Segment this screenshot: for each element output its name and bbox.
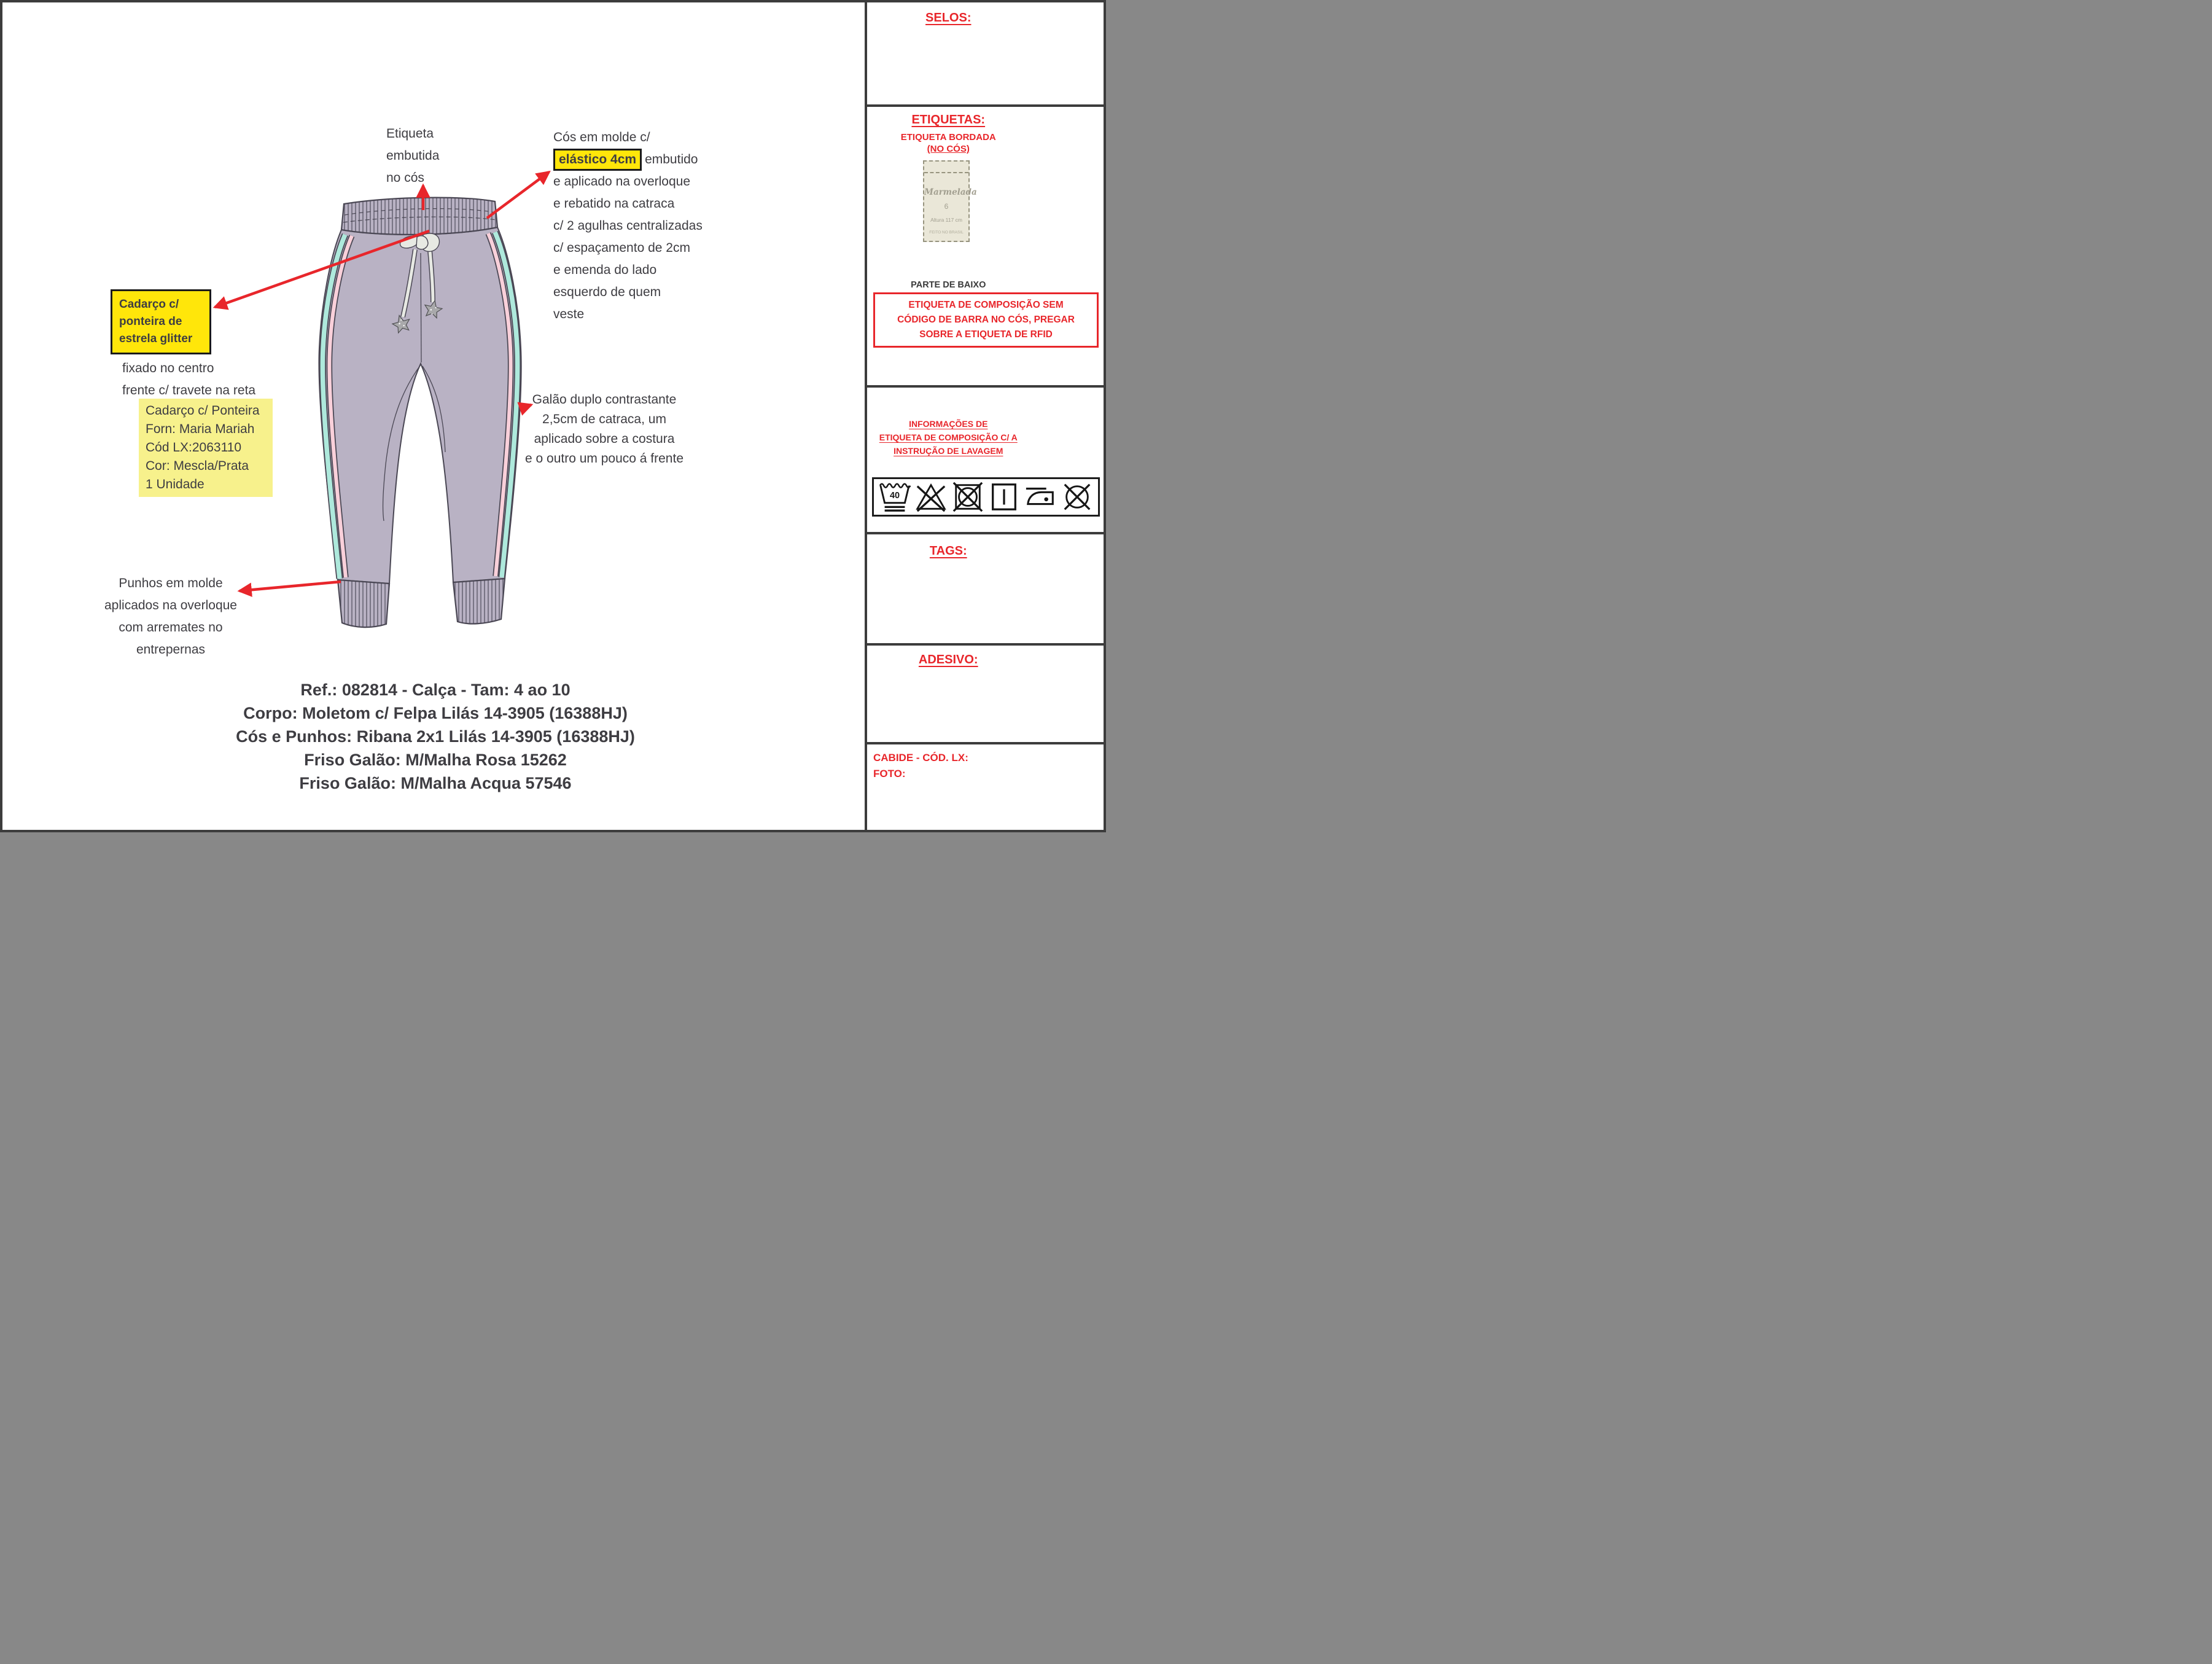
etiqueta-bordada-subtitle: ETIQUETA BORDADA [900,132,996,143]
annotation-galao [512,390,696,469]
composition-label-warning [873,292,1099,348]
techpack-sheet [0,0,1106,832]
annotation-line: embutida [386,149,440,163]
right-ribbed-cuff [453,579,505,623]
cabide-cod-lx-label: CABIDE - CÓD. LX: [873,752,968,764]
annotation-cadarco-fix [122,357,319,402]
annotation-line: elástico 4cm embutido [553,149,774,171]
callout-line: ponteira de [119,315,182,328]
warning-line: ETIQUETA DE COMPOSIÇÃO SEM [908,300,1064,310]
ribbed-waistband [341,198,497,235]
selos-title: SELOS: [925,11,972,25]
title-line: INFORMAÇÕES DE [909,419,988,429]
sidebar-section-adesivo [867,643,1106,742]
drawing-area [2,2,862,830]
warning-line: CÓDIGO DE BARRA NO CÓS, PREGAR [897,314,1075,325]
label-brand: Marmelada [924,187,977,197]
wash-temperature: 40 [889,490,900,501]
annotation-line: aplicado sobre a costura [534,432,675,446]
etiquetas-title: ETIQUETAS: [911,113,986,127]
iron-low-icon [1024,480,1057,514]
annotation-line: esquerdo de quem [553,285,661,299]
annotation-line: Galão duplo contrastante [532,393,677,407]
annotation-line: e emenda do lado [553,263,657,277]
annotation-line: Punhos em molde [119,576,223,590]
label-fold-line [924,172,968,173]
callout-line: estrela glitter [119,332,193,345]
ref-line: Cós e Punhos: Ribana 2x1 Lilás 14-3905 (16388HJ) [236,727,635,746]
note-line: Forn: Maria Mariah [146,422,255,436]
annotation-line: frente c/ travete na reta [122,383,256,397]
sidebar-section-informacoes [867,385,1106,532]
cadarco-supplier-note [139,399,273,497]
title-line: ETIQUETA DE COMPOSIÇÃO C/ A [879,432,1018,442]
annotation-line: fixado no centro [122,361,214,375]
ref-line: Corpo: Moletom c/ Felpa Lilás 14-3905 (16388HJ) [243,704,628,722]
tags-title: TAGS: [929,544,967,558]
annotation-line: aplicados na overloque [104,598,237,612]
sidebar [865,2,1106,830]
annotation-line: com arremates no [119,620,223,635]
annotation-line: Etiqueta [386,127,434,141]
annotation-cos-molde [553,127,774,326]
annotation-line: Cós em molde c/ [553,130,650,144]
adesivo-title: ADESIVO: [918,653,978,666]
parte-de-baixo-heading: PARTE DE BAIXO [911,280,986,290]
note-line: Cód LX:2063110 [146,440,242,455]
note-line: Cadarço c/ Ponteira [146,404,260,418]
pants-body [319,227,521,584]
reference-spec-block [193,678,678,795]
sidebar-section-etiquetas [867,104,1106,385]
annotation-line: entrepernas [136,643,206,657]
sidebar-section-cabide [867,742,1106,830]
no-cos-subtitle: (NO CÓS) [927,144,970,154]
annotation-line: e aplicado na overloque [553,174,691,189]
label-height: Altura 117 cm [930,217,962,223]
note-line: Cor: Mescla/Prata [146,459,249,473]
annotation-line: veste [553,307,585,321]
annotation-etiqueta-cos [386,123,491,189]
do-not-dry-clean-icon [1061,480,1094,514]
do-not-bleach-icon [914,480,948,514]
annotation-line: e rebatido na catraca [553,197,675,211]
informacoes-title [867,417,1030,458]
ref-line: Friso Galão: M/Malha Rosa 15262 [304,751,567,769]
woven-brand-label [923,160,977,242]
annotation-line: c/ espaçamento de 2cm [553,241,690,255]
foto-label: FOTO: [873,768,906,779]
warning-line: SOBRE A ETIQUETA DE RFID [919,329,1053,340]
ref-line: Ref.: 082814 - Calça - Tam: 4 ao 10 [300,681,571,699]
elastico-highlight: elástico 4cm [553,149,642,171]
drip-dry-icon [987,480,1021,514]
annotation-line: 2,5cm de catraca, um [542,412,666,426]
sidebar-section-selos [867,2,1106,104]
cadarco-callout-box [111,289,211,354]
left-ribbed-cuff [338,580,389,627]
label-size: 6 [944,202,949,211]
annotation-line: no cós [386,171,424,185]
do-not-tumble-dry-icon [951,480,984,514]
sidebar-section-tags [867,532,1106,643]
title-line: INSTRUÇÃO DE LAVAGEM [894,446,1003,456]
label-origin: FEITO NO BRASIL [929,230,964,235]
care-instruction-bar [872,477,1100,517]
ref-line: Friso Galão: M/Malha Acqua 57546 [299,774,572,792]
annotation-punhos [75,572,267,661]
annotation-line: c/ 2 agulhas centralizadas [553,219,703,233]
callout-line: Cadarço c/ [119,298,179,311]
pants-technical-drawing [310,194,543,630]
note-line: 1 Unidade [146,477,204,491]
annotation-line: e o outro um pouco á frente [525,451,683,466]
wash-40-gentle-icon [878,480,911,514]
